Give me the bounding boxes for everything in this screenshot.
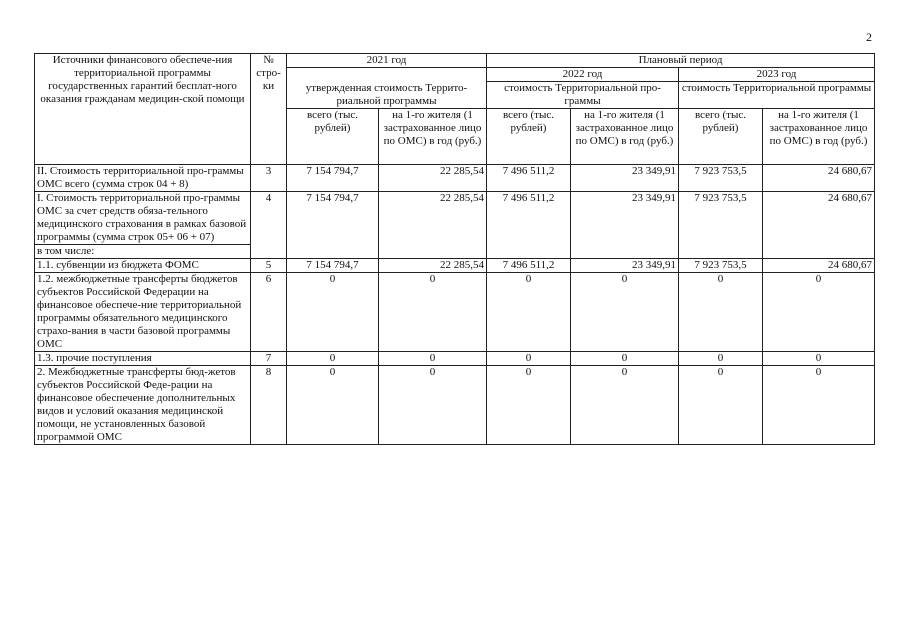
row-label: 2. Межбюджетные трансферты бюд-жетов субъектов Российской Феде-рации на финансовое обеспечение дополнительных видов и условий оказания медицинской помощи, не установленных базовой программой ОМС [35, 366, 251, 445]
row-line: 5 [251, 259, 287, 273]
cell-2021-total: 7 154 794,7 [287, 165, 379, 192]
cell-2023-per: 24 680,67 [763, 165, 875, 192]
row-label: II. Стоимость территориальной про-граммы ОМС всего (сумма строк 04 + 8) [35, 165, 251, 192]
cell-2022-total: 7 496 511,2 [487, 165, 571, 192]
table-row [35, 273, 875, 352]
cell-2021-total: 7 154 794,7 [287, 192, 379, 259]
cell-2022-per: 0 [571, 273, 679, 352]
cell-2023-total: 7 923 753,5 [679, 192, 763, 259]
row-line: 7 [251, 352, 287, 366]
cell-2022-total: 0 [487, 366, 571, 445]
cell-2021-total: 0 [287, 273, 379, 352]
header-per-capita-2022: на 1-го жителя (1 застрахованное лицо по ОМС) в год (руб.) [571, 109, 679, 165]
row-line: 4 [251, 192, 287, 259]
cell-2023-total: 0 [679, 352, 763, 366]
cell-2023-per: 24 680,67 [763, 192, 875, 259]
cell-2021-per: 22 285,54 [379, 165, 487, 192]
row-label: 1.1. субвенции из бюджета ФОМС [35, 259, 251, 273]
cell-2021-total: 0 [287, 352, 379, 366]
header-total-2022: всего (тыс. рублей) [487, 109, 571, 165]
table-row [35, 165, 875, 192]
row-label: 1.2. межбюджетные трансферты бюджетов субъектов Российской Федерации на финансовое обеспече-ние территориальной программы обязательного медицинского страхо-вания в части базовой программы ОМС [35, 273, 251, 352]
header-per-capita-2021: на 1-го жителя (1 застрахованное лицо по ОМС) в год (руб.) [379, 109, 487, 165]
cell-2022-per: 0 [571, 366, 679, 445]
cell-2022-per: 23 349,91 [571, 192, 679, 259]
cell-2023-total: 7 923 753,5 [679, 259, 763, 273]
cell-2023-total: 7 923 753,5 [679, 165, 763, 192]
cell-2022-per: 23 349,91 [571, 165, 679, 192]
header-approved-cost: утвержденная стоимость Террито-риальной программы [287, 68, 487, 109]
cell-2023-per: 0 [763, 273, 875, 352]
cell-2022-total: 7 496 511,2 [487, 192, 571, 259]
header-total-2023: всего (тыс. рублей) [679, 109, 763, 165]
cell-2021-per: 22 285,54 [379, 192, 487, 259]
table-row [35, 366, 875, 445]
header-source: Источники финансового обеспече-ния территориальной программы государственных гарантий бесплат-ного оказания гражданам медицин-ской помощи [35, 54, 251, 165]
cell-2022-per: 0 [571, 352, 679, 366]
header-2022: 2022 год [487, 68, 679, 82]
row-line: 3 [251, 165, 287, 192]
cell-2023-per: 0 [763, 366, 875, 445]
page-number: 2 [866, 30, 872, 44]
table-row [35, 259, 875, 273]
header-cost-2022: стоимость Территориальной про-граммы [487, 82, 679, 109]
row-label: I. Стоимость территориальной про-граммы ОМС за счет средств обяза-тельного медицинского страхования в рамках базовой программы (сумма строк 05+ 06 + 07) [35, 192, 251, 245]
header-line-no: № стро-ки [251, 54, 287, 165]
cell-2023-total: 0 [679, 273, 763, 352]
header-cost-2023: стоимость Территориальной программы [679, 82, 875, 109]
cell-2021-total: 0 [287, 366, 379, 445]
financing-table [34, 53, 875, 445]
cell-2023-per: 0 [763, 352, 875, 366]
cell-2021-per: 0 [379, 352, 487, 366]
cell-2021-total: 7 154 794,7 [287, 259, 379, 273]
header-per-capita-2023: на 1-го жителя (1 застрахованное лицо по ОМС) в год (руб.) [763, 109, 875, 165]
row-line: 8 [251, 366, 287, 445]
cell-2021-per: 0 [379, 273, 487, 352]
header-planned-period: Плановый период [487, 54, 875, 68]
cell-2023-total: 0 [679, 366, 763, 445]
row-label: 1.3. прочие поступления [35, 352, 251, 366]
cell-2022-total: 0 [487, 352, 571, 366]
header-2021: 2021 год [287, 54, 487, 68]
row-line: 6 [251, 273, 287, 352]
cell-2021-per: 22 285,54 [379, 259, 487, 273]
row-label: в том числе: [35, 245, 251, 259]
header-2023: 2023 год [679, 68, 875, 82]
cell-2022-total: 7 496 511,2 [487, 259, 571, 273]
table-row [35, 352, 875, 366]
cell-2023-per: 24 680,67 [763, 259, 875, 273]
cell-2021-per: 0 [379, 366, 487, 445]
cell-2022-total: 0 [487, 273, 571, 352]
cell-2022-per: 23 349,91 [571, 259, 679, 273]
table-row [35, 192, 875, 245]
header-total-2021: всего (тыс. рублей) [287, 109, 379, 165]
